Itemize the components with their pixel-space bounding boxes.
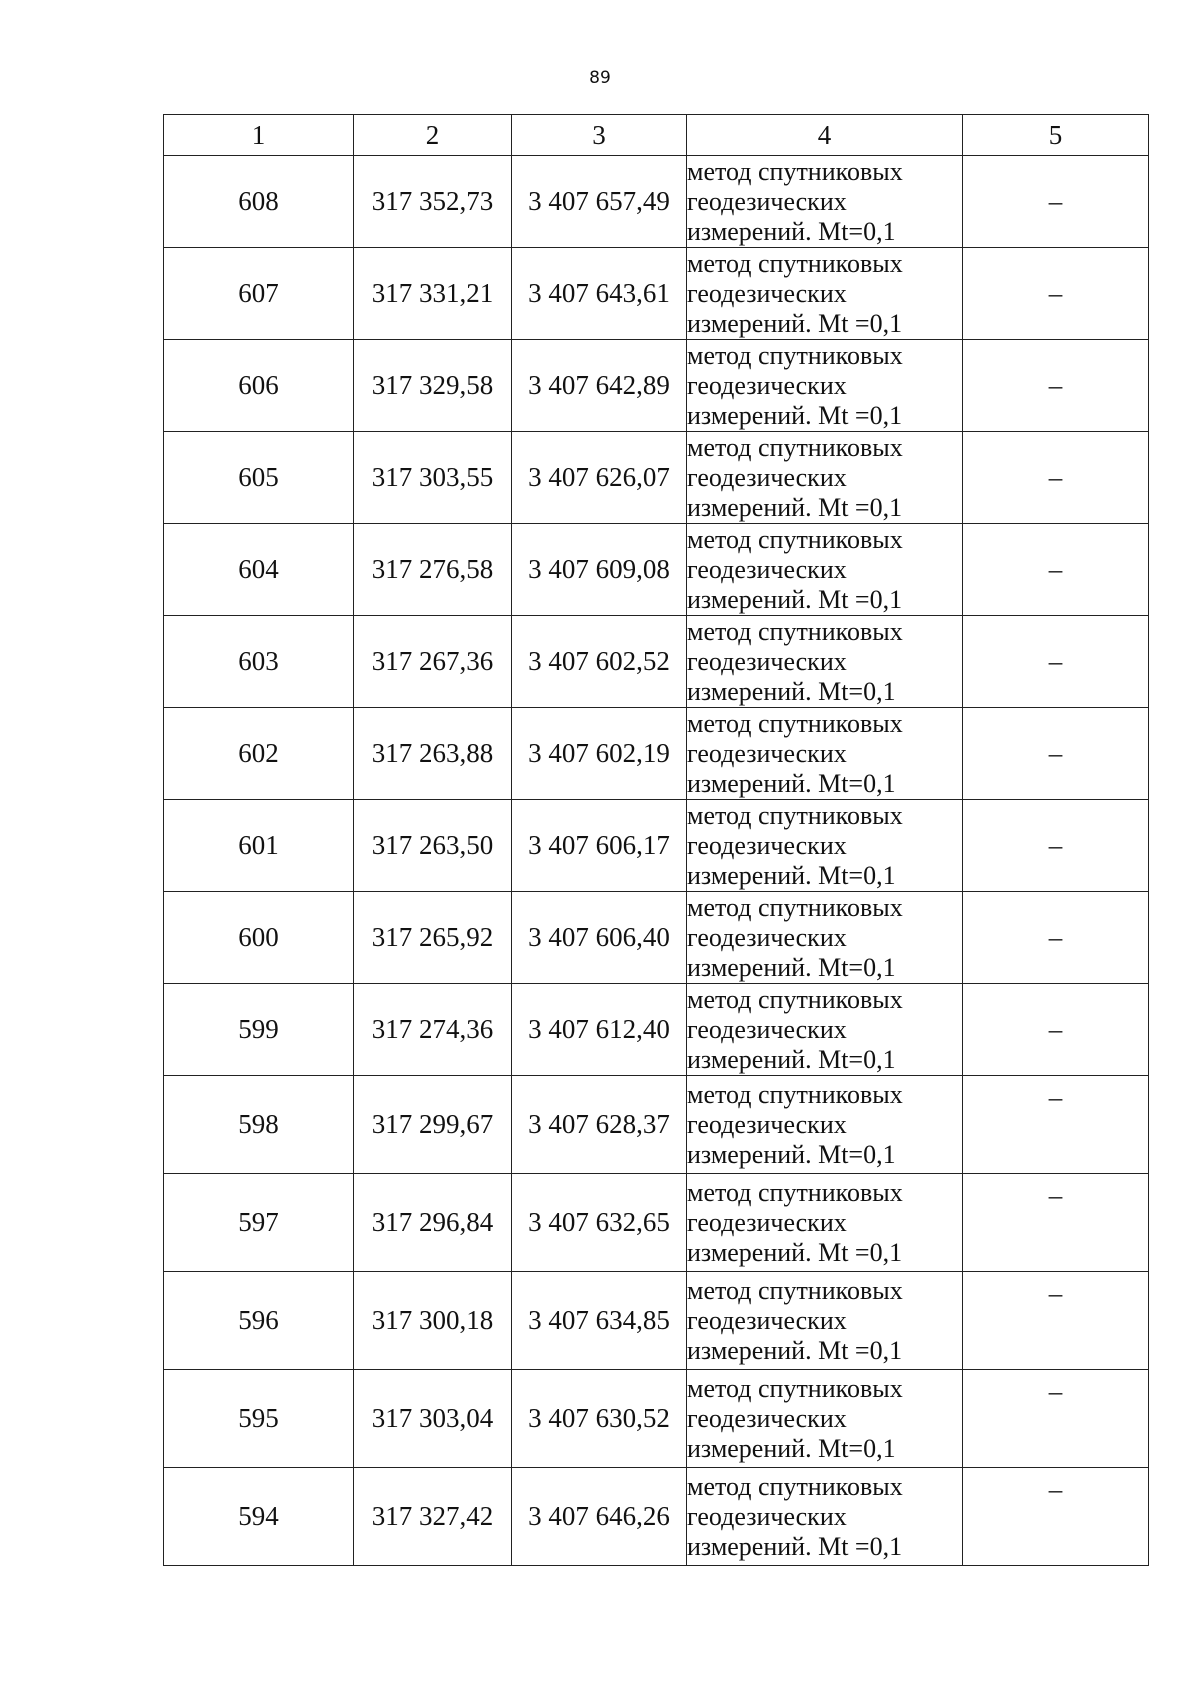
method-line: измерений. Mt =0,1 bbox=[687, 1335, 903, 1365]
method-cell bbox=[687, 1076, 963, 1174]
method-cell bbox=[687, 1468, 963, 1566]
x-coordinate-cell: 317 274,36 bbox=[354, 984, 512, 1076]
x-coordinate-cell: 317 303,55 bbox=[354, 432, 512, 524]
method-cell bbox=[687, 800, 963, 892]
table-row bbox=[164, 524, 1149, 616]
note-cell: – bbox=[963, 340, 1149, 432]
note-cell: – bbox=[963, 1468, 1149, 1566]
method-cell bbox=[687, 1370, 963, 1468]
method-line: геодезических bbox=[687, 1403, 847, 1433]
note-cell: – bbox=[963, 1174, 1149, 1272]
x-coordinate-cell: 317 331,21 bbox=[354, 248, 512, 340]
y-coordinate-cell: 3 407 606,40 bbox=[512, 892, 687, 984]
page-number: 89 bbox=[589, 68, 611, 88]
note-cell: – bbox=[963, 1272, 1149, 1370]
table-header-row bbox=[164, 115, 1149, 156]
table-row bbox=[164, 1076, 1149, 1174]
point-number-cell: 608 bbox=[164, 156, 354, 248]
method-line: метод спутниковых bbox=[687, 1471, 903, 1501]
point-number-cell: 606 bbox=[164, 340, 354, 432]
point-number-cell: 598 bbox=[164, 1076, 354, 1174]
method-line: геодезических bbox=[687, 922, 847, 952]
note-cell: – bbox=[963, 892, 1149, 984]
table-row bbox=[164, 616, 1149, 708]
y-coordinate-cell: 3 407 628,37 bbox=[512, 1076, 687, 1174]
y-coordinate-cell: 3 407 643,61 bbox=[512, 248, 687, 340]
column-header-1: 1 bbox=[164, 115, 354, 156]
y-coordinate-cell: 3 407 646,26 bbox=[512, 1468, 687, 1566]
point-number-cell: 599 bbox=[164, 984, 354, 1076]
method-cell bbox=[687, 1272, 963, 1370]
y-coordinate-cell: 3 407 626,07 bbox=[512, 432, 687, 524]
method-cell bbox=[687, 524, 963, 616]
y-coordinate-cell: 3 407 602,52 bbox=[512, 616, 687, 708]
method-line: измерений. Mt=0,1 bbox=[687, 768, 896, 798]
method-cell bbox=[687, 616, 963, 708]
method-line: геодезических bbox=[687, 1501, 847, 1531]
column-header-4: 4 bbox=[687, 115, 963, 156]
table-row bbox=[164, 248, 1149, 340]
method-line: измерений. Mt =0,1 bbox=[687, 584, 903, 614]
method-line: геодезических bbox=[687, 186, 847, 216]
y-coordinate-cell: 3 407 606,17 bbox=[512, 800, 687, 892]
note-cell: – bbox=[963, 708, 1149, 800]
table-row bbox=[164, 432, 1149, 524]
method-line: геодезических bbox=[687, 554, 847, 584]
method-line: измерений. Mt =0,1 bbox=[687, 308, 903, 338]
note-cell: – bbox=[963, 248, 1149, 340]
coordinates-table bbox=[163, 114, 1149, 1566]
method-line: метод спутниковых bbox=[687, 1177, 903, 1207]
method-cell bbox=[687, 1174, 963, 1272]
method-line: метод спутниковых bbox=[687, 892, 903, 922]
note-cell: – bbox=[963, 1370, 1149, 1468]
method-line: метод спутниковых bbox=[687, 1275, 903, 1305]
table-row bbox=[164, 1174, 1149, 1272]
y-coordinate-cell: 3 407 602,19 bbox=[512, 708, 687, 800]
note-cell: – bbox=[963, 156, 1149, 248]
method-line: метод спутниковых bbox=[687, 984, 903, 1014]
point-number-cell: 594 bbox=[164, 1468, 354, 1566]
point-number-cell: 601 bbox=[164, 800, 354, 892]
note-cell: – bbox=[963, 1076, 1149, 1174]
x-coordinate-cell: 317 352,73 bbox=[354, 156, 512, 248]
method-line: геодезических bbox=[687, 1014, 847, 1044]
y-coordinate-cell: 3 407 642,89 bbox=[512, 340, 687, 432]
method-line: измерений. Mt=0,1 bbox=[687, 1139, 896, 1169]
method-line: измерений. Mt=0,1 bbox=[687, 952, 896, 982]
method-line: измерений. Mt =0,1 bbox=[687, 1237, 903, 1267]
table-row bbox=[164, 708, 1149, 800]
x-coordinate-cell: 317 299,67 bbox=[354, 1076, 512, 1174]
x-coordinate-cell: 317 265,92 bbox=[354, 892, 512, 984]
note-cell: – bbox=[963, 524, 1149, 616]
method-line: геодезических bbox=[687, 738, 847, 768]
table-row bbox=[164, 1370, 1149, 1468]
table-row bbox=[164, 156, 1149, 248]
method-line: измерений. Mt=0,1 bbox=[687, 860, 896, 890]
point-number-cell: 604 bbox=[164, 524, 354, 616]
method-line: метод спутниковых bbox=[687, 524, 903, 554]
x-coordinate-cell: 317 303,04 bbox=[354, 1370, 512, 1468]
method-line: метод спутниковых bbox=[687, 1373, 903, 1403]
table-row bbox=[164, 340, 1149, 432]
method-line: измерений. Mt =0,1 bbox=[687, 492, 903, 522]
point-number-cell: 602 bbox=[164, 708, 354, 800]
method-line: геодезических bbox=[687, 830, 847, 860]
method-line: измерений. Mt=0,1 bbox=[687, 1044, 896, 1074]
method-line: метод спутниковых bbox=[687, 1079, 903, 1109]
x-coordinate-cell: 317 300,18 bbox=[354, 1272, 512, 1370]
method-line: геодезических bbox=[687, 646, 847, 676]
method-line: измерений. Mt =0,1 bbox=[687, 1531, 903, 1561]
method-line: геодезических bbox=[687, 1109, 847, 1139]
method-cell bbox=[687, 708, 963, 800]
y-coordinate-cell: 3 407 609,08 bbox=[512, 524, 687, 616]
point-number-cell: 607 bbox=[164, 248, 354, 340]
method-cell bbox=[687, 156, 963, 248]
point-number-cell: 595 bbox=[164, 1370, 354, 1468]
method-cell bbox=[687, 340, 963, 432]
x-coordinate-cell: 317 263,50 bbox=[354, 800, 512, 892]
column-header-2: 2 bbox=[354, 115, 512, 156]
table-row bbox=[164, 1272, 1149, 1370]
method-line: метод спутниковых bbox=[687, 432, 903, 462]
x-coordinate-cell: 317 276,58 bbox=[354, 524, 512, 616]
method-line: измерений. Mt=0,1 bbox=[687, 1433, 896, 1463]
y-coordinate-cell: 3 407 634,85 bbox=[512, 1272, 687, 1370]
column-header-5: 5 bbox=[963, 115, 1149, 156]
point-number-cell: 603 bbox=[164, 616, 354, 708]
x-coordinate-cell: 317 263,88 bbox=[354, 708, 512, 800]
point-number-cell: 600 bbox=[164, 892, 354, 984]
note-cell: – bbox=[963, 432, 1149, 524]
y-coordinate-cell: 3 407 657,49 bbox=[512, 156, 687, 248]
method-line: геодезических bbox=[687, 1305, 847, 1335]
method-cell bbox=[687, 892, 963, 984]
x-coordinate-cell: 317 329,58 bbox=[354, 340, 512, 432]
method-line: метод спутниковых bbox=[687, 156, 903, 186]
method-line: метод спутниковых bbox=[687, 340, 903, 370]
method-line: метод спутниковых bbox=[687, 708, 903, 738]
x-coordinate-cell: 317 327,42 bbox=[354, 1468, 512, 1566]
table-row bbox=[164, 892, 1149, 984]
method-line: геодезических bbox=[687, 1207, 847, 1237]
method-line: геодезических bbox=[687, 462, 847, 492]
table-row bbox=[164, 1468, 1149, 1566]
method-cell bbox=[687, 432, 963, 524]
x-coordinate-cell: 317 296,84 bbox=[354, 1174, 512, 1272]
method-line: геодезических bbox=[687, 278, 847, 308]
method-line: геодезических bbox=[687, 370, 847, 400]
method-line: измерений. Mt=0,1 bbox=[687, 676, 896, 706]
table-row bbox=[164, 800, 1149, 892]
method-cell bbox=[687, 248, 963, 340]
method-line: метод спутниковых bbox=[687, 248, 903, 278]
point-number-cell: 597 bbox=[164, 1174, 354, 1272]
column-header-3: 3 bbox=[512, 115, 687, 156]
method-cell bbox=[687, 984, 963, 1076]
table-body bbox=[164, 156, 1149, 1566]
x-coordinate-cell: 317 267,36 bbox=[354, 616, 512, 708]
method-line: метод спутниковых bbox=[687, 800, 903, 830]
note-cell: – bbox=[963, 984, 1149, 1076]
method-line: измерений. Mt=0,1 bbox=[687, 216, 896, 246]
y-coordinate-cell: 3 407 630,52 bbox=[512, 1370, 687, 1468]
point-number-cell: 605 bbox=[164, 432, 354, 524]
table-row bbox=[164, 984, 1149, 1076]
y-coordinate-cell: 3 407 632,65 bbox=[512, 1174, 687, 1272]
method-line: метод спутниковых bbox=[687, 616, 903, 646]
method-line: измерений. Mt =0,1 bbox=[687, 400, 903, 430]
note-cell: – bbox=[963, 800, 1149, 892]
point-number-cell: 596 bbox=[164, 1272, 354, 1370]
y-coordinate-cell: 3 407 612,40 bbox=[512, 984, 687, 1076]
note-cell: – bbox=[963, 616, 1149, 708]
